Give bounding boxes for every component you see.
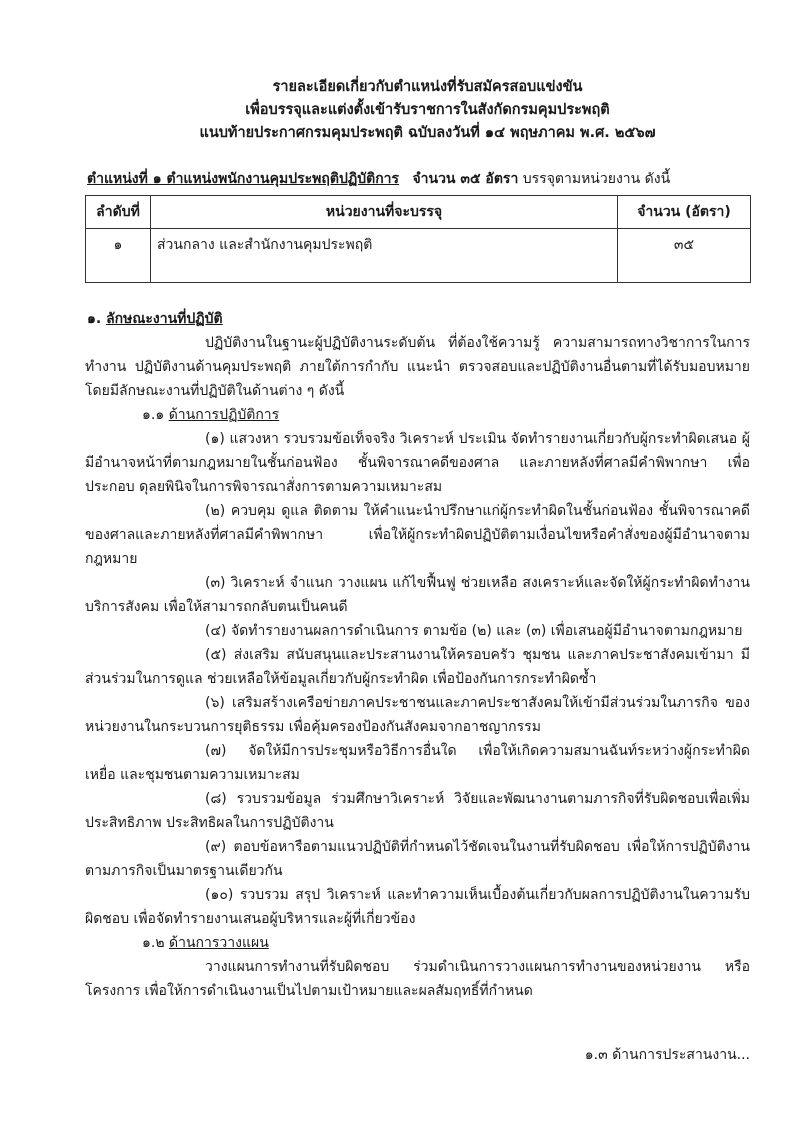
col-header-order: ลำดับที่ — [86, 196, 151, 229]
body-line: (๔) จัดทำรายงานผลการดำเนินการ ตามข้อ (๒) และ (๓) เพื่อเสนอผู้มีอำนาจตามกฎหมาย — [205, 623, 743, 639]
section-number: ๑. — [87, 311, 102, 327]
duty-item — [85, 691, 750, 739]
body-line: ของศาลและภายหลังที่ศาลมีคำพิพากษา เพื่อให้ผู้กระทำผิดปฏิบัติตามเงื่อนไขหรือคำสั่งของผู้มีอำนาจตามกฎหมาย — [85, 527, 750, 567]
position-line — [87, 167, 750, 191]
table-row — [86, 229, 751, 283]
body-line: มีส่วนร่วมในการดูแล ช่วยเหลือให้ข้อมูลเกี่ยวกับผู้กระทำผิด เพื่อป้องกันการกระทำผิดซ้ำ — [85, 647, 751, 687]
body-line: เหยื่อ และชุมชนตามความเหมาะสม — [85, 767, 300, 783]
title-line-1: รายละเอียดเกี่ยวกับตำแหน่งที่รับสมัครสอบแข่งขัน — [272, 79, 583, 95]
planning-paragraph — [85, 955, 750, 1003]
section-1-heading — [87, 307, 750, 331]
body-line: เพื่อจัดทำรายงานเสนอผู้บริหารและผู้ที่เกี่ยวข้อง — [133, 911, 416, 927]
position-count: จำนวน ๓๕ อัตรา — [412, 171, 519, 187]
body-line: ผู้มีอำนาจหน้าที่ตามกฎหมายในชั้นก่อนฟ้อง ชั้นพิจารณาคดีของศาล และภายหลังที่ศาลมีคำพิพากษา เพื่อประกอบ — [85, 431, 750, 495]
body-line: ปฏิบัติงานในฐานะผู้ปฏิบัติงานระดับต้น ที่ต้องใช้ความรู้ ความสามารถทางวิชาการในการทำงาน — [85, 335, 750, 375]
body-line: (๑) แสวงหา รวบรวมข้อเท็จจริง วิเคราะห์ ประเมิน จัดทำรายงานเกี่ยวกับผู้กระทำผิดเสนอ — [205, 431, 738, 447]
col-header-unit: หน่วยงานที่จะบรรจุ — [151, 196, 618, 229]
body-line: ปฏิบัติงานด้านคุมประพฤติ ภายใต้การกำกับ แนะนำ ตรวจสอบและปฏิบัติงานอื่นตามที่ได้รับมอบหมาย — [134, 359, 750, 375]
duty-item — [85, 883, 750, 931]
body-line: (๒) ควบคุม ดูแล ติดตาม ให้คำแนะนำปรึกษาแก่ผู้กระทำผิดในชั้นก่อนฟ้อง ชั้นพิจารณาคดี — [205, 503, 750, 519]
duty-item — [85, 643, 750, 691]
body-line: บริการสังคม เพื่อให้สามารถกลับตนเป็นคนดี — [85, 599, 348, 615]
body-line: วางแผนการทำงานที่รับผิดชอบ ร่วมดำเนินการวางแผนการทำงานของหน่วยงาน หรือ — [205, 959, 750, 975]
duty-item — [85, 739, 750, 787]
duty-item — [85, 427, 750, 499]
duty-item — [85, 571, 750, 619]
position-label: ตำแหน่งที่ ๑ ตำแหน่งพนักงานคุมประพฤติปฏิบัติการ — [87, 171, 400, 187]
body-line: (๗) จัดให้มีการประชุมหรือวิธีการอื่นใด เพื่อให้เกิดความสมานฉันท์ระหว่างผู้กระทำผิด — [205, 743, 750, 759]
duty-item — [85, 787, 750, 835]
subsection-number: ๑.๑ — [142, 407, 165, 423]
subsection-number: ๑.๒ — [142, 935, 165, 951]
cell-count: ๓๕ — [618, 229, 751, 283]
cell-unit: ส่วนกลาง และสำนักงานคุมประพฤติ — [151, 229, 618, 283]
position-table — [85, 195, 751, 283]
body-line: ของหน่วยงานในกระบวนการยุติธรรม เพื่อคุ้มครองป้องกันสังคมจากอาชญากรรม — [85, 695, 751, 735]
subsection-title: ด้านการปฏิบัติการ — [168, 407, 280, 423]
subsection-1-1-heading — [142, 403, 750, 427]
body-line: (๖) เสริมสร้างเครือข่ายภาคประชาชนและภาคประชาสังคมให้เข้ามีส่วนร่วมในภารกิจ — [205, 695, 718, 711]
section-1-body — [85, 331, 750, 1003]
section-title: ลักษณะงานที่ปฏิบัติ — [106, 311, 223, 327]
table-header-row — [86, 196, 751, 229]
body-line: (๑๐) รวบรวม สรุป วิเคราะห์ และทำความเห็นเบื้องต้นเกี่ยวกับผลการปฏิบัติงานในความรับผิดชอบ — [85, 887, 750, 927]
subsection-title: ด้านการวางแผน — [169, 935, 269, 951]
col-header-count: จำนวน (อัตรา) — [618, 196, 751, 229]
subsection-1-2-heading — [142, 931, 750, 955]
body-line: (๓) วิเคราะห์ จำแนก วางแผน แก้ไขฟื้นฟู ช่วยเหลือ สงเคราะห์และจัดให้ผู้กระทำผิดทำงาน — [205, 575, 750, 591]
title-line-3: แนบท้ายประกาศกรมคุมประพฤติ ฉบับลงวันที่ ๑๔ พฤษภาคม พ.ศ. ๒๕๖๗ — [199, 125, 656, 141]
body-line: ดุลยพินิจในการพิจารณาสั่งการตามความเหมาะสม — [139, 479, 443, 495]
continuation-text: ๑.๓ ด้านการประสานงาน... — [584, 1047, 750, 1063]
body-line: (๕) ส่งเสริม สนับสนุนและประสานงานให้ครอบครัว ชุมชน และภาคประชาสังคมเข้ามา — [205, 647, 734, 663]
body-line: ตามภารกิจเป็นมาตรฐานเดียวกัน — [85, 863, 283, 879]
body-line: (๘) รวบรวมข้อมูล ร่วมศึกษาวิเคราะห์ วิจัยและพัฒนางานตามภารกิจที่รับผิดชอบเพื่อเพิ่ม — [205, 791, 750, 807]
duty-item — [85, 499, 750, 571]
duty-item — [85, 619, 750, 643]
body-line: (๙) ตอบข้อหารือตามแนวปฏิบัติที่กำหนดไว้ชัดเจนในงานที่รับผิดชอบ เพื่อให้การปฏิบัติงาน — [205, 839, 750, 855]
cell-order: ๑ — [86, 229, 151, 283]
intro-paragraph — [85, 331, 750, 403]
body-line: โดยมีลักษณะงานที่ปฏิบัติในด้านต่าง ๆ ดังนี้ — [85, 383, 345, 399]
body-line: ประสิทธิภาพ ประสิทธิผลในการปฏิบัติงาน — [85, 815, 334, 831]
title-line-2: เพื่อบรรจุและแต่งตั้งเข้ารับราชการในสังกัดกรมคุมประพฤติ — [245, 102, 610, 118]
duty-item — [85, 835, 750, 883]
position-rest: บรรจุตามหน่วยงาน ดังนี้ — [522, 171, 671, 187]
body-line: โครงการ เพื่อให้การดำเนินงานเป็นไปตามเป้าหมายและผลสัมฤทธิ์ที่กำหนด — [85, 983, 533, 999]
